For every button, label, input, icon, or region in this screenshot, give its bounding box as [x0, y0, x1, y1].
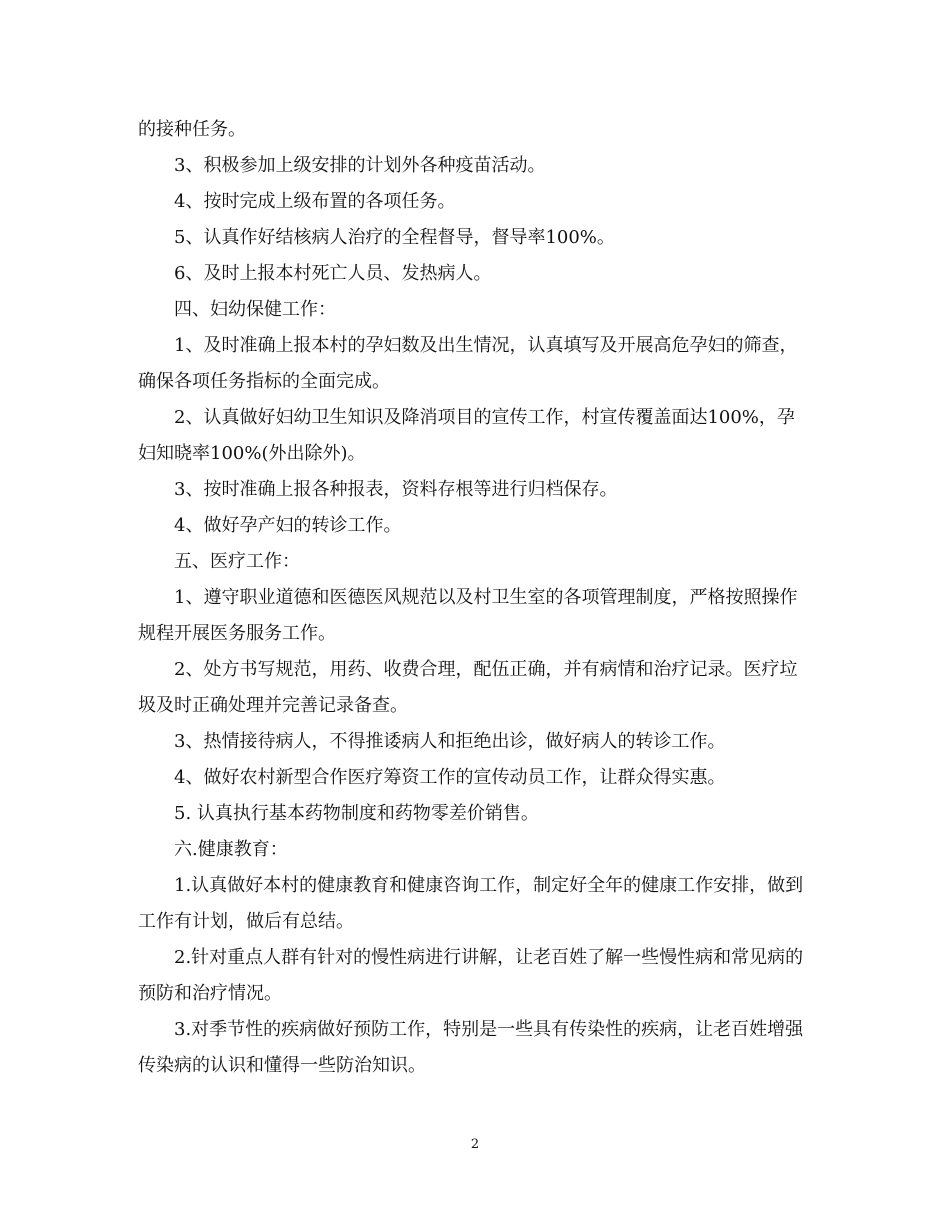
paragraph-14: 3、热情接待病人，不得推诿病人和拒绝出诊，做好病人的转诊工作。	[174, 731, 726, 752]
paragraph-5: 6、及时上报本村死亡人员、发热病人。	[174, 263, 492, 284]
paragraph-15: 4、做好农村新型合作医疗筹资工作的宣传动员工作，让群众得实惠。	[174, 767, 726, 788]
paragraph-12: 1、遵守职业道德和医德医风规范以及村卫生室的各项管理制度，严格按照操作规程开展医务服务工作。	[138, 587, 798, 644]
paragraph-20: 3.对季节性的疾病做好预防工作，特别是一些具有传染性的疾病，让老百姓增强传染病的认识和懂得一些防治知识。	[138, 1019, 804, 1076]
paragraph-7: 1、及时准确上报本村的孕妇数及出生情况，认真填写及开展高危孕妇的筛查，确保各项任务指标的全面完成。	[138, 335, 798, 392]
paragraph-9: 3、按时准确上报各种报表，资料存根等进行归档保存。	[174, 479, 618, 500]
paragraph-18: 1.认真做好本村的健康教育和健康咨询工作，制定好全年的健康工作安排，做到工作有计划，做后有总结。	[138, 875, 804, 932]
paragraph-2: 3、积极参加上级安排的计划外各种疫苗活动。	[174, 155, 546, 176]
paragraph-3: 4、按时完成上级布置的各项任务。	[174, 191, 456, 212]
paragraph-1: 的接种任务。	[138, 119, 246, 140]
document-body	[138, 112, 810, 1084]
section-heading-health-education: 六.健康教育：	[174, 839, 288, 860]
paragraph-10: 4、做好孕产妇的转诊工作。	[174, 515, 402, 536]
paragraph-16: 5. 认真执行基本药物制度和药物零差价销售。	[174, 803, 539, 824]
section-heading-medical-work: 五、医疗工作：	[174, 551, 300, 572]
paragraph-13: 2、处方书写规范，用药、收费合理，配伍正确，并有病情和治疗记录。医疗垃圾及时正确处理并完善记录备查。	[138, 659, 798, 716]
page-number: 2	[470, 1137, 480, 1152]
section-heading-maternal-child-health: 四、妇幼保健工作：	[174, 299, 336, 320]
paragraph-4: 5、认真作好结核病人治疗的全程督导，督导率100%。	[174, 227, 615, 248]
paragraph-8: 2、认真做好妇幼卫生知识及降消项目的宣传工作，村宣传覆盖面达100%，孕妇知晓率100%(外出除外)。	[138, 407, 795, 464]
paragraph-19: 2.针对重点人群有针对的慢性病进行讲解，让老百姓了解一些慢性病和常见病的预防和治疗情况。	[138, 947, 804, 1004]
